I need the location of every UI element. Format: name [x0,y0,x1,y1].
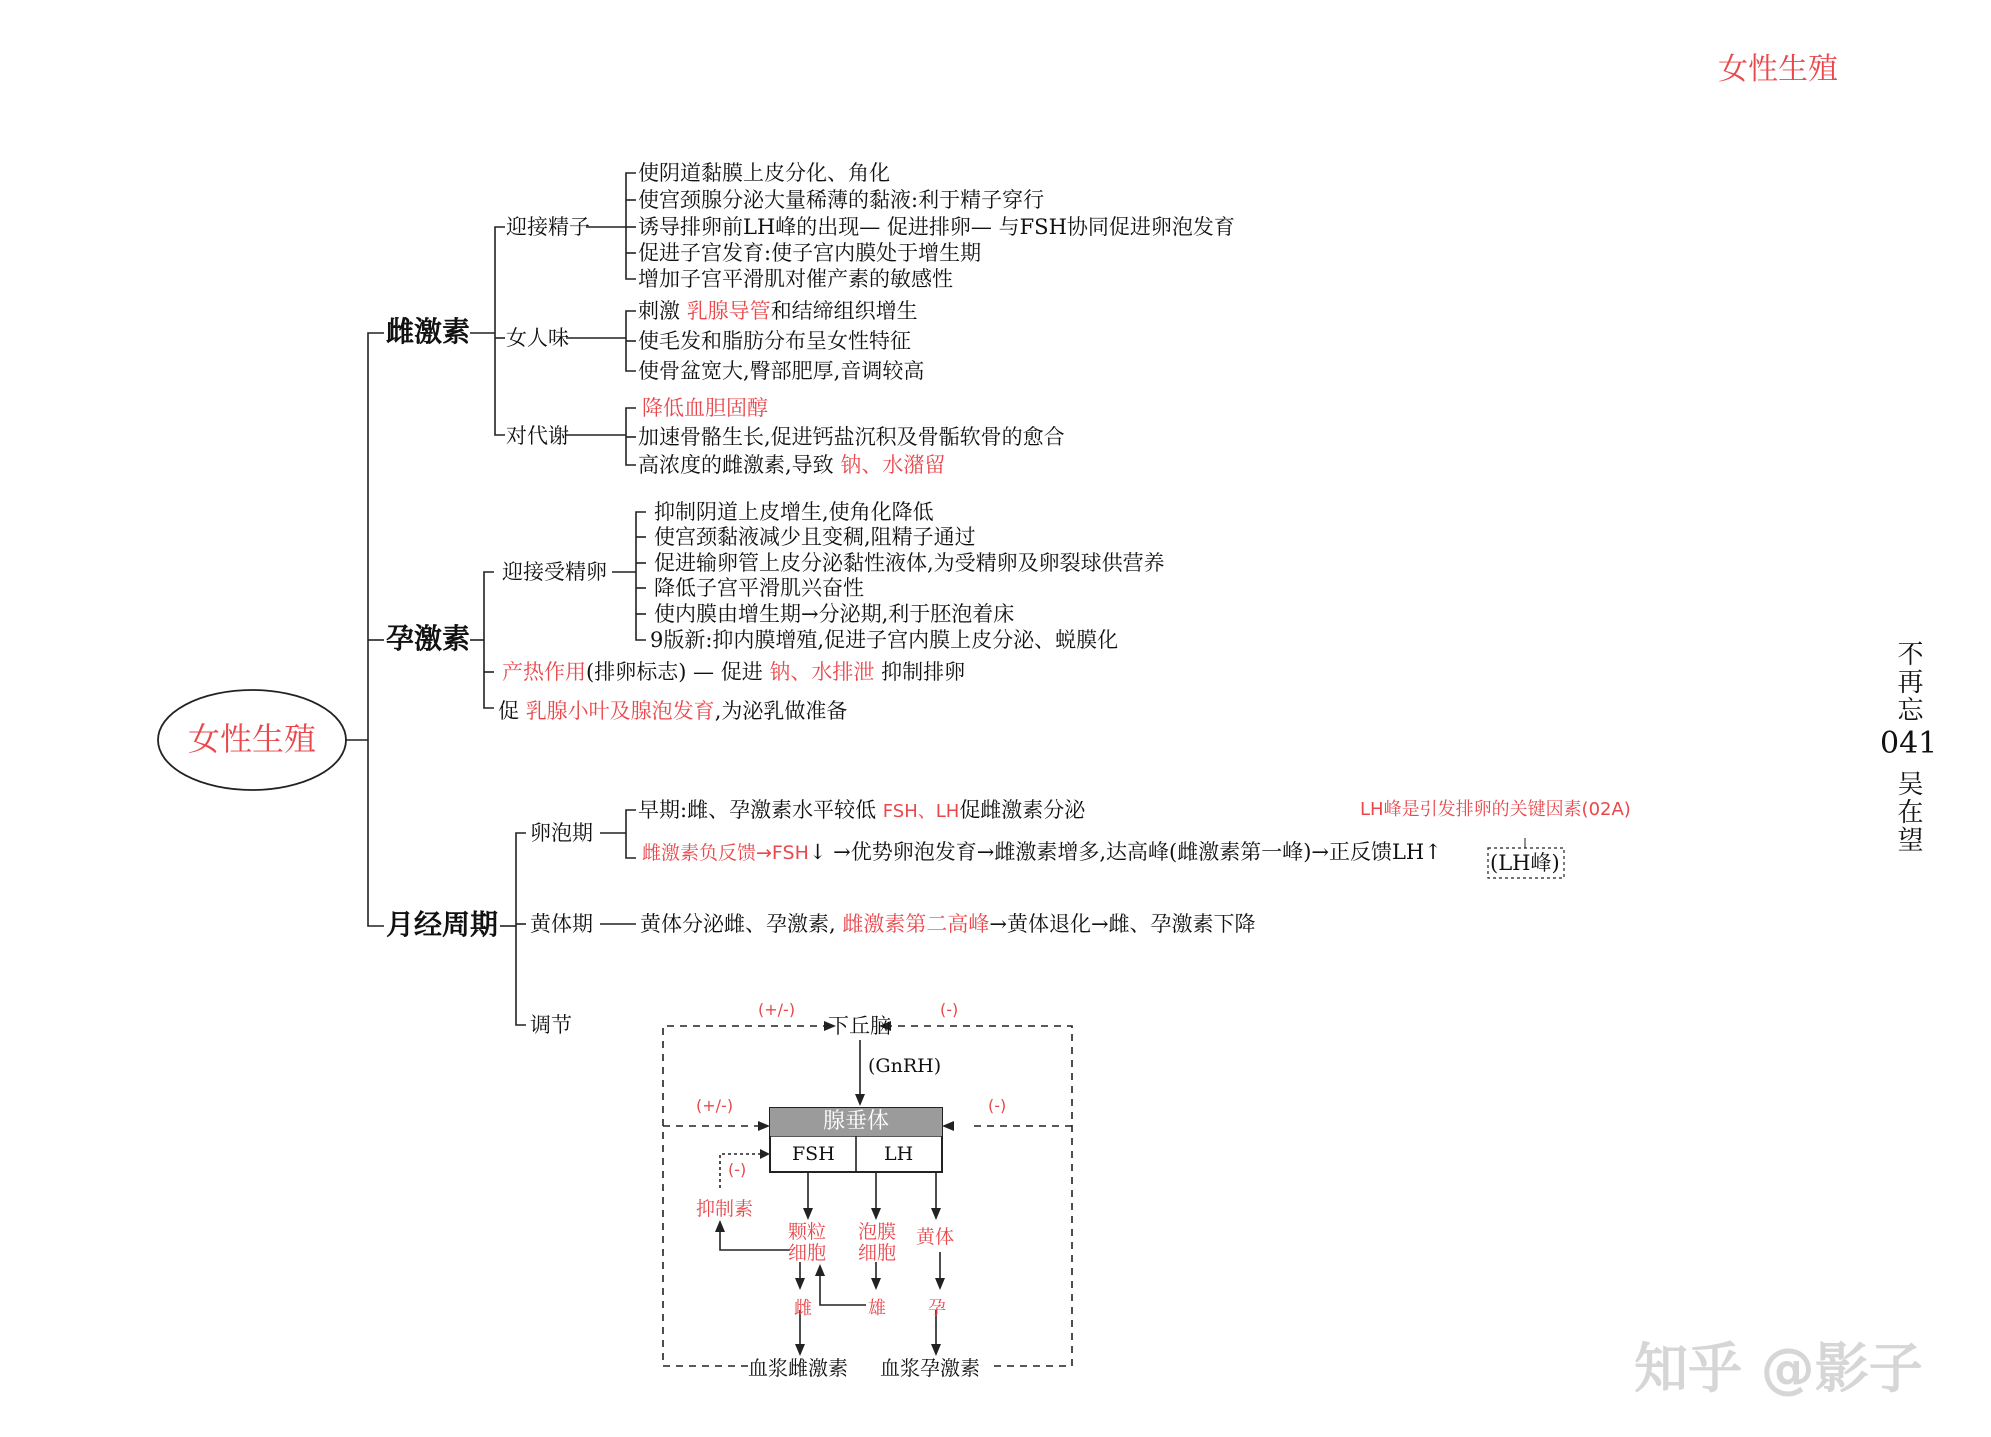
group-metabolism-label: 对代谢 [506,424,569,448]
theca-cell: 泡膜 细胞 [858,1221,897,1264]
group-egg-label: 迎接受精卵 [502,560,607,584]
feminine-item-1 [638,299,918,323]
sperm-item: 使宫颈腺分泌大量稀薄的黏液:利于精子穿行 [638,188,1045,212]
feedback-top-left: (+/-) [758,1000,796,1019]
sperm-item: 使阴道黏膜上皮分化、角化 [638,161,890,185]
breast-row [498,699,847,723]
feminine-item-2: 使毛发和脂肪分布呈女性特征 [638,329,911,353]
breast-post: ,为泌乳做准备 [714,699,848,723]
feminine-item-3: 使骨盆宽大,臀部肥厚,音调较高 [638,359,925,383]
branch-estrogen: 雌激素 [386,315,471,348]
plasma-progesterone: 血浆孕激素 [880,1356,980,1380]
gnrh-label: (GnRH) [868,1055,942,1077]
egg-item: 促进输卵管上皮分泌黏性液体,为受精卵及卵裂球供营养 [654,551,1165,575]
estrogen-short: 雌 [794,1298,812,1319]
luteal-text-b: →黄体退化→雌、孕激素下降 [989,912,1256,936]
sperm-item: 增加子宫平滑肌对催产素的敏感性 [638,267,953,291]
feminine-item-1-red: 乳腺导管 [686,299,771,323]
lh-peak-text: (LH峰) [1490,851,1560,875]
metabolism-item-1: 降低血胆固醇 [642,396,768,420]
lh-label: LH [884,1143,914,1165]
inhibin-label: 抑制素 [696,1198,754,1220]
follicular-early [638,798,1085,824]
branch-progesterone: 孕激素 [386,622,471,655]
progesterone-short: 孕 [928,1298,946,1319]
hypothalamus: 下丘脑 [828,1014,891,1038]
egg-item: 使内膜由增生期→分泌期,利于胚泡着床 [654,602,1015,626]
metabolism-item-3-red: 钠、水潴留 [840,453,946,477]
page-title: 女性生殖 [1718,52,1838,87]
feedback-mid-left: (+/-) [696,1096,734,1115]
plasma-estrogen: 血浆雌激素 [748,1356,848,1380]
follicular-late-red: 雌激素负反馈→FSH [642,842,809,864]
egg-item: 抑制阴道上皮增生,使角化降低 [654,500,934,524]
egg-item: 使宫颈黏液减少且变稠,阻精子通过 [654,525,976,549]
metabolism-item-3-a: 高浓度的雌激素,导致 [638,453,841,477]
metabolism-item-3 [638,453,945,477]
lh-peak-note: LH峰是引发排卵的关键因素(02A) [1360,799,1631,820]
feminine-item-1-b: 和结缔组织增生 [770,299,918,323]
group-feminine-label: 女人味 [506,326,569,350]
feedback-top-right: (-) [940,1000,959,1019]
heat-red-2: 钠、水排泄 [769,660,875,684]
heat-row [502,660,965,684]
follicular-early-b: 促雌激素分泌 [959,798,1086,822]
group-sperm-label: 迎接精子 [506,215,590,239]
follicular-early-red: FSH、LH [882,801,960,822]
center-node: 女性生殖 [188,720,317,758]
regulation-label: 调节 [530,1013,572,1037]
side-label-b: 吴在望 [1893,770,1923,854]
heat-text-1: (排卵标志) — 促进 [586,660,770,684]
follicular-late-b: ↓ →优势卵泡发育→雌激素增多,达高峰(雌激素第一峰)→正反馈LH↑ [808,840,1442,864]
follicular-early-a: 早期:雌、孕激素水平较低 [638,798,883,822]
corpus-luteum: 黄体 [916,1226,955,1248]
egg-item: 降低子宫平滑肌兴奋性 [654,576,864,600]
androgen-short: 雄 [868,1298,886,1319]
feedback-mid-right: (-) [988,1096,1007,1115]
branch-menstrual-cycle: 月经周期 [386,908,499,941]
metabolism-item-2: 加速骨骼生长,促进钙盐沉积及骨骺软骨的愈合 [638,425,1065,449]
follicular-label: 卵泡期 [530,821,593,845]
luteal-text [640,912,1256,936]
heat-red-1: 产热作用 [502,660,586,684]
feedback-inhibin: (-) [728,1160,747,1179]
luteal-text-red: 雌激素第二高峰 [842,912,990,936]
granulosa-cell: 颗粒 细胞 [788,1221,827,1264]
side-label-a: 不再忘 [1893,640,1923,724]
heat-text-2: 抑制排卵 [874,660,966,684]
sperm-item: 促进子宫发育:使子宫内膜处于增生期 [638,241,982,265]
egg-item: 9版新:抑内膜增殖,促进子宫内膜上皮分泌、蜕膜化 [650,628,1119,652]
sperm-item: 诱导排卵前LH峰的出现— 促进排卵— 与FSH协同促进卵泡发育 [638,215,1235,239]
pituitary-label: 腺垂体 [770,1108,942,1136]
fsh-label: FSH [792,1143,835,1165]
feminine-item-1-a: 刺激 [638,299,687,323]
page-number: 041 [1880,726,1938,761]
breast-red: 乳腺小叶及腺泡发育 [525,699,715,723]
follicular-late [642,840,1442,865]
luteal-text-a: 黄体分泌雌、孕激素, [640,912,843,936]
breast-pre: 促 [498,699,526,723]
luteal-label: 黄体期 [530,912,593,936]
watermark: 知乎 @影子 [1634,1337,1923,1400]
